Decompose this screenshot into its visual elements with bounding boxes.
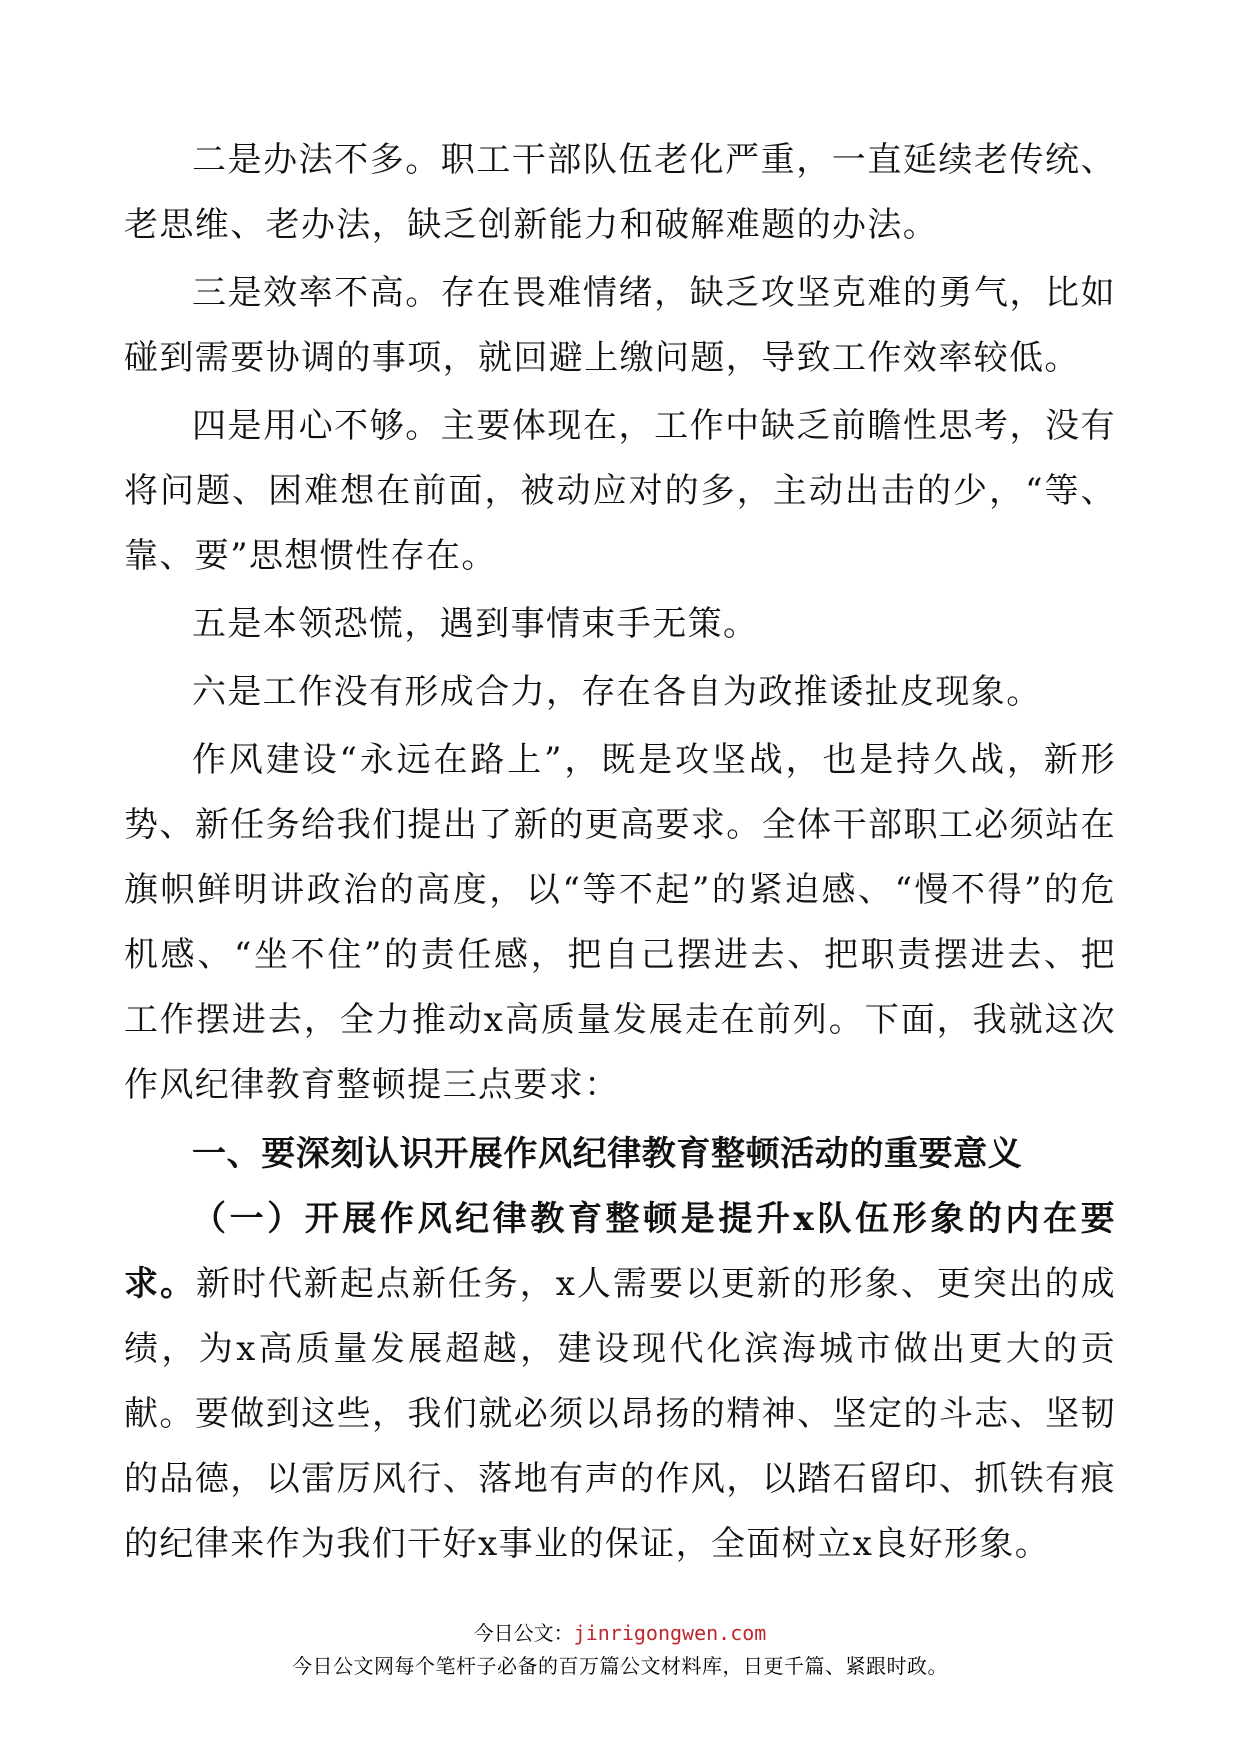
footer-label: 今日公文： (473, 1621, 574, 1645)
paragraph-ability: 五是本领恐慌，遇到事情束手无策。 (192, 604, 759, 644)
document-body (124, 128, 1116, 1580)
section-heading: 一、要深刻认识开展作风纪律教育整顿活动的重要意义 (192, 1134, 1023, 1174)
paragraph-cooperation: 六是工作没有形成合力，存在各自为政推诿扯皮现象。 (192, 672, 1042, 712)
paragraph-attention: 四是用心不够。主要体现在，工作中缺乏前瞻性思考，没有将问题、困难想在前面，被动应对的多，主动出击的少，“等、靠、要”思想惯性存在。 (124, 406, 1116, 576)
footer-url-link[interactable]: jinrigongwen.com (573, 1621, 767, 1645)
subsection-lead: （一）开展作风纪律教育整顿是提升x队伍形象的内在要求。 (124, 1199, 1116, 1304)
footer-tagline: 今日公文网每个笔杆子必备的百万篇公文材料库，日更千篇、紧跟时政。 (292, 1654, 948, 1678)
footer-source (0, 1620, 1240, 1646)
subsection-paragraph (124, 1187, 1116, 1577)
paragraph-method: 二是办法不多。职工干部队伍老化严重，一直延续老传统、老思维、老办法，缺乏创新能力和破解难题的办法。 (124, 140, 1116, 245)
subsection-body: 新时代新起点新任务，x人需要以更新的形象、更突出的成绩，为x高质量发展超越，建设现代化滨海城市做出更大的贡献。要做到这些，我们就必须以昂扬的精神、坚定的斗志、坚韧的品德，以雷厉风行、落地有声的作风，以踏石留印、抓铁有痕的纪律来作为我们干好x事业的保证，全面树立x良好形象。 (124, 1264, 1116, 1564)
paragraph-efficiency: 三是效率不高。存在畏难情绪，缺乏攻坚克难的勇气，比如碰到需要协调的事项，就回避上缴问题，导致工作效率较低。 (124, 273, 1116, 378)
paragraph-requirements: 作风建设“永远在路上”，既是攻坚战，也是持久战，新形势、新任务给我们提出了新的更高要求。全体干部职工必须站在旗帜鲜明讲政治的高度，以“等不起”的紧迫感、“慢不得”的危机感、“坐不住”的责任感，把自己摆进去、把职责摆进去、把工作摆进去，全力推动x高质量发展走在前列。下面，我就这次作风纪律教育整顿提三点要求： (124, 740, 1116, 1105)
